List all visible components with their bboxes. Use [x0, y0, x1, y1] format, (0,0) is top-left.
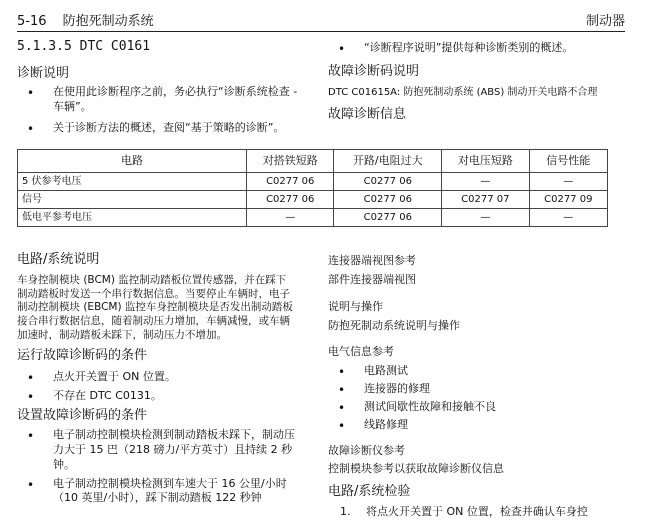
set-bullet-1: • 电子制动控制模块检测到制动踏板未踩下，制动压力大于 15 巴（218 磅力/平方英寸）且持续 2 秒钟。: [17, 428, 295, 473]
run-bullet-1: • 点火开关置于 ON 位置。: [17, 370, 295, 385]
system-check-title: 电路/系统检验: [328, 484, 411, 500]
cell: C0277 06: [334, 173, 442, 191]
run-conditions-title: 运行故障诊断码的条件: [17, 348, 148, 364]
scan-tool-title: 故障诊断仪参考: [328, 443, 405, 457]
description-title: 说明与操作: [328, 299, 383, 313]
cell: C0277 06: [334, 191, 442, 209]
connector-ref-title: 连接器端视图参考: [328, 254, 416, 267]
elec-bullet-4: • 线路修理: [328, 418, 618, 433]
diag-info-title: 故障诊断信息: [328, 106, 407, 122]
dtc-table: [17, 149, 608, 227]
table-row: [18, 173, 608, 191]
page-number: 5-16: [17, 14, 47, 30]
step-number: 1.: [340, 504, 351, 518]
circuit-title: 电路/系统说明: [17, 252, 100, 267]
page-header: [17, 9, 625, 32]
col-short-ground: 对搭铁短路: [247, 150, 334, 173]
chapter-title: 制动器: [585, 14, 625, 30]
cell: —: [247, 209, 334, 227]
diag-title: 诊断说明: [17, 65, 70, 81]
set-bullet-2: • 电子制动控制模块检测到车速大于 16 公里/小时（10 英里/小时），踩下制动踏板 122 秒钟: [17, 477, 295, 507]
cell: 低电平参考电压: [18, 209, 247, 227]
col-short-voltage: 对电压短路: [442, 150, 529, 173]
run-bullet-2: • 不存在 DTC C0131。: [17, 389, 295, 404]
cell: —: [529, 173, 607, 191]
table-header-row: [18, 150, 608, 173]
col-open: 开路/电阻过大: [334, 150, 442, 173]
check-step-1: [328, 505, 618, 520]
elec-bullet-3: • 测试间歇性故障和接触不良: [328, 400, 618, 415]
cell: C0277 06: [334, 209, 442, 227]
dtc-desc-text: DTC C01615A: 防抱死制动系统 (ABS) 制动开关电路不合理: [328, 87, 598, 99]
cell: 信号: [18, 191, 247, 209]
diag-bullet-2: • 关于诊断方法的概述，查阅“基于策略的诊断”。: [17, 121, 298, 136]
table-row: [18, 209, 608, 227]
set-conditions-title: 设置故障诊断码的条件: [17, 407, 148, 423]
section-title: 防抱死制动系统: [62, 14, 154, 30]
dtc-desc-title: 故障诊断码说明: [328, 63, 420, 79]
elec-bullet-2: • 连接器的修理: [328, 382, 618, 397]
diag-bullet-1: • 在使用此诊断程序之前，务必执行“诊断系统检查 - 车辆”。: [17, 85, 298, 115]
description-text: 防抱死制动系统说明与操作: [328, 318, 460, 332]
cell: 5 伏参考电压: [18, 173, 247, 191]
right-bottom-column: [328, 254, 618, 520]
left-bottom-column: [17, 251, 295, 506]
col-circuit: 电路: [18, 150, 247, 173]
cell: C0277 06: [247, 191, 334, 209]
step-text: 将点火开关置于 ON 位置，检查并确认车身控: [366, 504, 588, 518]
cell: —: [442, 209, 529, 227]
col-signal-perf: 信号性能: [529, 150, 607, 173]
connector-ref-text: 部件连接器端视图: [328, 272, 416, 286]
overview-bullet: • “诊断程序说明”提供每种诊断类别的概述。: [328, 41, 628, 56]
electrical-ref-title: 电气信息参考: [328, 345, 394, 359]
elec-bullet-1: • 电路测试: [328, 364, 618, 379]
scan-tool-text: 控制模块参考以获取故障诊断仪信息: [328, 462, 504, 476]
right-top-column: [328, 38, 628, 123]
circuit-text: 车身控制模块 (BCM) 监控制动踏板位置传感器，并在踩下制动踏板时发送一个串行数据信息。当要停止车辆时，电子制动控制模块 (EBCM) 监控车身控制模块是否发出制动踏板接合串行数据信息，随着制动压力增加，车辆减慢，或车辆加速时，制动踏板未踩下，制动压力不增加。: [17, 273, 293, 342]
cell: C0277 07: [442, 191, 529, 209]
cell: —: [442, 173, 529, 191]
cell: C0277 09: [529, 191, 607, 209]
table-row: [18, 191, 608, 209]
dtc-code-title: 5.1.3.5 DTC C0161: [17, 39, 151, 54]
header-left: [17, 13, 166, 31]
cell: —: [529, 209, 607, 227]
cell: C0277 06: [247, 173, 334, 191]
left-top-column: [17, 38, 312, 136]
